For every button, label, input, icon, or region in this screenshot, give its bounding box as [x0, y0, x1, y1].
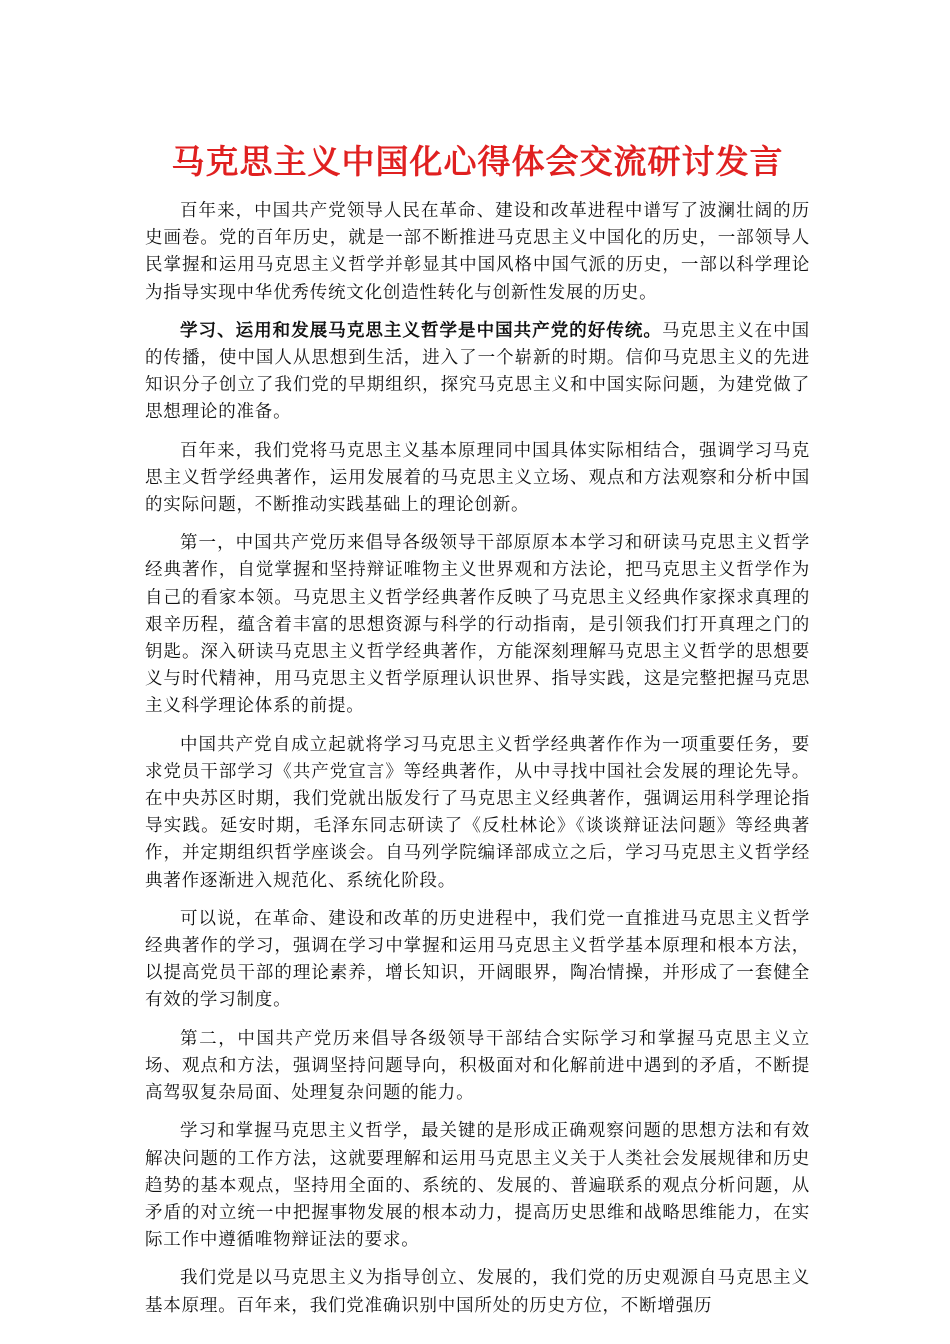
paragraph-2-text: 马克思主义在中国的传播，使中国人从思想到生活，进入了一个崭新的时期。信仰马克思主义的先进知识分子创立了我们党的早期组织，探究马克思主义和中国实际问题，为建党做了思想理论的准备。 [145, 320, 810, 423]
paragraph-9-text: 我们党是以马克思主义为指导创立、发展的，我们党的历史观源自马克思主义基本原理。百年来，我们党准确识别中国所处的历史方位，不断增强历 [145, 1268, 810, 1316]
paragraph-7 [145, 1026, 810, 1108]
paragraph-2 [145, 318, 810, 427]
paragraph-5 [145, 732, 810, 895]
paragraph-8-text: 学习和掌握马克思主义哲学，最关键的是形成正确观察问题的思想方法和有效解决问题的工作方法，这就要理解和运用马克思主义关于人类社会发展规律和历史趋势的基本观点，坚持用全面的、系统的、发展的、普遍联系的观点分析问题，从矛盾的对立统一中把握事物发展的根本动力，提高历史思维和战略思维能力，在实际工作中遵循唯物辩证法的要求。 [145, 1121, 810, 1251]
paragraph-6-text: 可以说，在革命、建设和改革的历史进程中，我们党一直推进马克思主义哲学经典著作的学习，强调在学习中掌握和运用马克思主义哲学基本原理和根本方法，以提高党员干部的理论素养，增长知识，开阔眼界，陶冶情操，并形成了一套健全有效的学习制度。 [145, 908, 810, 1011]
paragraph-6 [145, 906, 810, 1015]
paragraph-1 [145, 198, 810, 307]
paragraph-9 [145, 1265, 810, 1319]
document-title: 马克思主义中国化心得体会交流研讨发言 [171, 142, 784, 181]
paragraph-5-text: 中国共产党自成立起就将学习马克思主义哲学经典著作作为一项重要任务，要求党员干部学习《共产党宣言》等经典著作，从中寻找中国社会发展的理论先导。在中央苏区时期，我们党就出版发行了马克思主义经典著作，强调运用科学理论指导实践。延安时期，毛泽东同志研读了《反杜林论》《谈谈辩证法问题》等经典著作，并定期组织哲学座谈会。自马列学院编译部成立之后，学习马克思主义哲学经典著作逐渐进入规范化、系统化阶段。 [145, 734, 810, 891]
paragraph-4 [145, 530, 810, 720]
paragraph-3-text: 百年来，我们党将马克思主义基本原理同中国具体实际相结合，强调学习马克思主义哲学经典著作，运用发展着的马克思主义立场、观点和方法观察和分析中国的实际问题，不断推动实践基础上的理论创新。 [145, 440, 810, 516]
paragraph-3 [145, 438, 810, 520]
paragraph-8 [145, 1118, 810, 1254]
paragraph-7-text: 第二，中国共产党历来倡导各级领导干部结合实际学习和掌握马克思主义立场、观点和方法，强调坚持问题导向，积极面对和化解前进中遇到的矛盾，不断提高驾驭复杂局面、处理复杂问题的能力。 [145, 1028, 810, 1104]
paragraph-1-text: 百年来，中国共产党领导人民在革命、建设和改革进程中谱写了波澜壮阔的历史画卷。党的百年历史，就是一部不断推进马克思主义中国化的历史，一部领导人民掌握和运用马克思主义哲学并彰显其中国风格中国气派的历史，一部以科学理论为指导实现中华优秀传统文化创造性转化与创新性发展的历史。 [145, 201, 810, 303]
paragraph-4-text: 第一，中国共产党历来倡导各级领导干部原原本本学习和研读马克思主义哲学经典著作，自觉掌握和坚持辩证唯物主义世界观和方法论，把马克思主义哲学作为自己的看家本领。马克思主义哲学经典著作反映了马克思主义经典作家探求真理的艰辛历程，蕴含着丰富的思想资源与科学的行动指南，是引领我们打开真理之门的钥匙。深入研读马克思主义哲学经典著作，方能深刻理解马克思主义哲学的思想要义与时代精神，用马克思主义哲学原理认识世界、指导实践，这是完整把握马克思主义科学理论体系的前提。 [145, 533, 810, 717]
paragraph-2-lead: 学习、运用和发展马克思主义哲学是中国共产党的好传统。 [180, 320, 662, 341]
